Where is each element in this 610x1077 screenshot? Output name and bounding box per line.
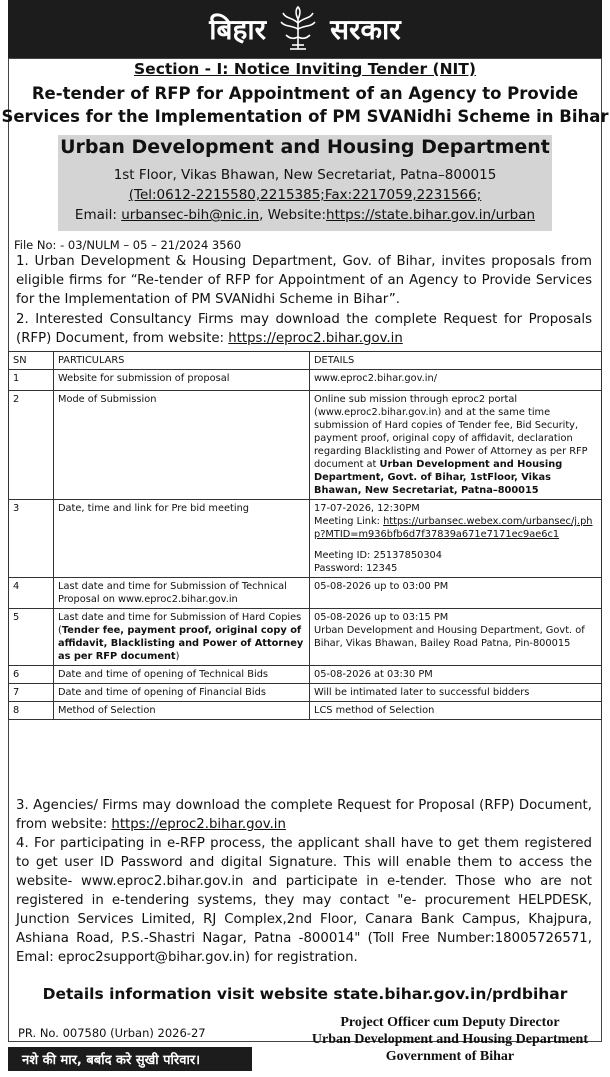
eproc-link-1[interactable]: https://eproc2.bihar.gov.in [228, 331, 403, 346]
table-row [9, 370, 602, 391]
header-details: DETAILS [310, 352, 602, 370]
department-contact [0, 207, 610, 223]
paragraph-2-text: 2. Interested Consultancy Firms may download the complete Request for Proposals (RFP) Document, from website: [16, 312, 592, 346]
row-particulars: Last date and time for Submission of Technical Proposal on www.eproc2.bihar.gov.in [54, 578, 310, 609]
details-visit-line: Details information visit website state.bihar.gov.in/prdbihar [42, 985, 568, 1003]
header-sn: SN [9, 352, 54, 370]
paragraph-3 [16, 796, 592, 834]
row-sn: 6 [9, 666, 54, 684]
row-particulars: Date and time of opening of Technical Bids [54, 666, 310, 684]
header-banner [8, 0, 602, 58]
meeting-password: Password: 12345 [314, 563, 398, 574]
table-row [9, 666, 602, 684]
bihar-emblem-icon [278, 5, 318, 53]
row-details: www.eproc2.bihar.gov.in/ [310, 370, 602, 391]
file-number: File No: - 03/NULM – 05 – 21/2024 3560 [14, 238, 242, 252]
signature-department: Urban Development and Housing Department [311, 1032, 588, 1047]
footer-slogan-banner [8, 1047, 252, 1071]
department-tel-fax: (Tel:0612-2215580,2215385;Fax:2217059,2231566; [128, 187, 482, 203]
row-sn: 4 [9, 578, 54, 609]
pr-number: PR. No. 007580 (Urban) 2026-27 [18, 1026, 206, 1040]
table-row [9, 500, 602, 578]
row-particulars: Website for submission of proposal [54, 370, 310, 391]
prebid-date: 17-07-2026, 12:30PM [314, 503, 420, 514]
department-address: 1st Floor, Vikas Bhawan, New Secretariat, Patna–800015 [113, 167, 497, 183]
table-row [9, 702, 602, 720]
paragraph-3-text: 3. Agencies/ Firms may download the complete Request for Proposal (RFP) Document, from website: [16, 798, 592, 832]
footer-slogan: नशे की मार, बर्बाद करे सुखी परिवार। [22, 1053, 201, 1068]
row-sn: 3 [9, 500, 54, 578]
meeting-id: Meeting ID: 25137850304 [314, 550, 443, 561]
table-row [9, 684, 602, 702]
row-sn: 8 [9, 702, 54, 720]
row-details: 05-08-2026 at 03:30 PM [310, 666, 602, 684]
hardcopy-end: ) [175, 651, 180, 662]
prebid-link-block [314, 515, 597, 541]
signature-block [312, 1014, 588, 1065]
row-particulars: Method of Selection [54, 702, 310, 720]
row-particulars [54, 609, 310, 666]
email-label: Email: [74, 207, 122, 223]
rfp-title-line2: Services for the Implementation of PM SVANidhi Scheme in Bihar [1, 107, 609, 126]
row-details: Will be intimated later to successful bidders [310, 684, 602, 702]
hardcopy-address: Urban Development and Housing Department, Govt. of Bihar, Vikas Bhawan, Bailey Road Patna, Pin-800015 [314, 625, 585, 649]
eproc-link-2[interactable]: https://eproc2.bihar.gov.in [111, 817, 286, 832]
department-email-link[interactable]: urbansec-bih@nic.in [121, 207, 260, 223]
row-details: 05-08-2026 up to 03:00 PM [310, 578, 602, 609]
department-name: Urban Development and Housing Department [60, 136, 550, 158]
mode-details-text: Online sub mission through eproc2 portal (www.eproc2.bihar.gov.in) and at the same time submission of Hard copies of Tender fee, Bid Security, payment proof, original copy of affidavit, declaration regarding Blacklisting and Power of Attorney as per RFP document at [314, 394, 588, 470]
row-sn: 5 [9, 609, 54, 666]
row-particulars: Date, time and link for Pre bid meeting [54, 500, 310, 578]
signature-designation: Project Officer cum Deputy Director [340, 1015, 560, 1030]
row-sn: 1 [9, 370, 54, 391]
table-row [9, 609, 602, 666]
row-sn: 2 [9, 391, 54, 500]
paragraph-4: 4. For participating in e-RFP process, the applicant shall have to get them registered to get user ID Password and digital Signature. This will enable them to access the website- www.eproc2.bihar.gov.in and participate in e-tender. Those who are not registered in e-tendering systems, they may contact "e- procurement HELPDESK, Junction Services Limited, RJ Complex,2nd Floor, Canara Bank Campus, Khajpura, Ashiana Road, P.S.-Shastri Nagar, Patna -800014" (Toll Free Number:18005726571, Emal: eproc2support@bihar.gov.in) for registration. [16, 836, 592, 965]
row-particulars: Mode of Submission [54, 391, 310, 500]
table-row [9, 578, 602, 609]
table-row [9, 391, 602, 500]
row-sn: 7 [9, 684, 54, 702]
header-left-word: बिहार [209, 13, 267, 46]
hardcopy-bold: Tender fee, payment proof, original copy of affidavit, Blacklisting and Power of Attorney as per RFP document [58, 625, 304, 662]
rfp-title-line1: Re-tender of RFP for Appointment of an Agency to Provide [31, 84, 579, 103]
tender-schedule-table [8, 351, 602, 720]
row-details [310, 500, 602, 578]
hardcopy-text: Last date and time for Submission of Hard Copies ( [58, 612, 302, 636]
row-details [310, 391, 602, 500]
table-header-row [9, 352, 602, 370]
row-particulars: Date and time of opening of Financial Bids [54, 684, 310, 702]
row-details [310, 609, 602, 666]
meeting-link-label: Meeting Link: [314, 516, 384, 527]
header-particulars: PARTICULARS [54, 352, 310, 370]
header-right-word: सरकार [330, 13, 401, 46]
website-label: , Website: [259, 207, 327, 223]
hardcopy-date: 05-08-2026 up to 03:15 PM [314, 612, 449, 623]
department-website-link[interactable]: https://state.bihar.gov.in/urban [326, 207, 536, 223]
paragraph-1: 1. Urban Development & Housing Department, Gov. of Bihar, invites proposals from eligible firms for “Re-tender of RFP for Appointment of an Agency to Provide Services for the Implementation of PM SVANidhi Scheme in Bihar”. [16, 254, 592, 307]
row-details: LCS method of Selection [310, 702, 602, 720]
mode-details-address: Urban Development and Housing Department, Govt. of Bihar, 1stFloor, Vikas Bhawan, New Secretariat, Patna–800015 [314, 459, 563, 496]
rfp-title [0, 82, 610, 128]
signature-government: Government of Bihar [385, 1049, 515, 1064]
meeting-link[interactable]: https://urbansec.webex.com/urbansec/j.php?MTID=m936bfb6d7f37839a671e7171ec9ae6c1 [314, 516, 593, 540]
section-title: Section - I: Notice Inviting Tender (NIT) [134, 60, 476, 78]
paragraph-2 [16, 310, 592, 348]
